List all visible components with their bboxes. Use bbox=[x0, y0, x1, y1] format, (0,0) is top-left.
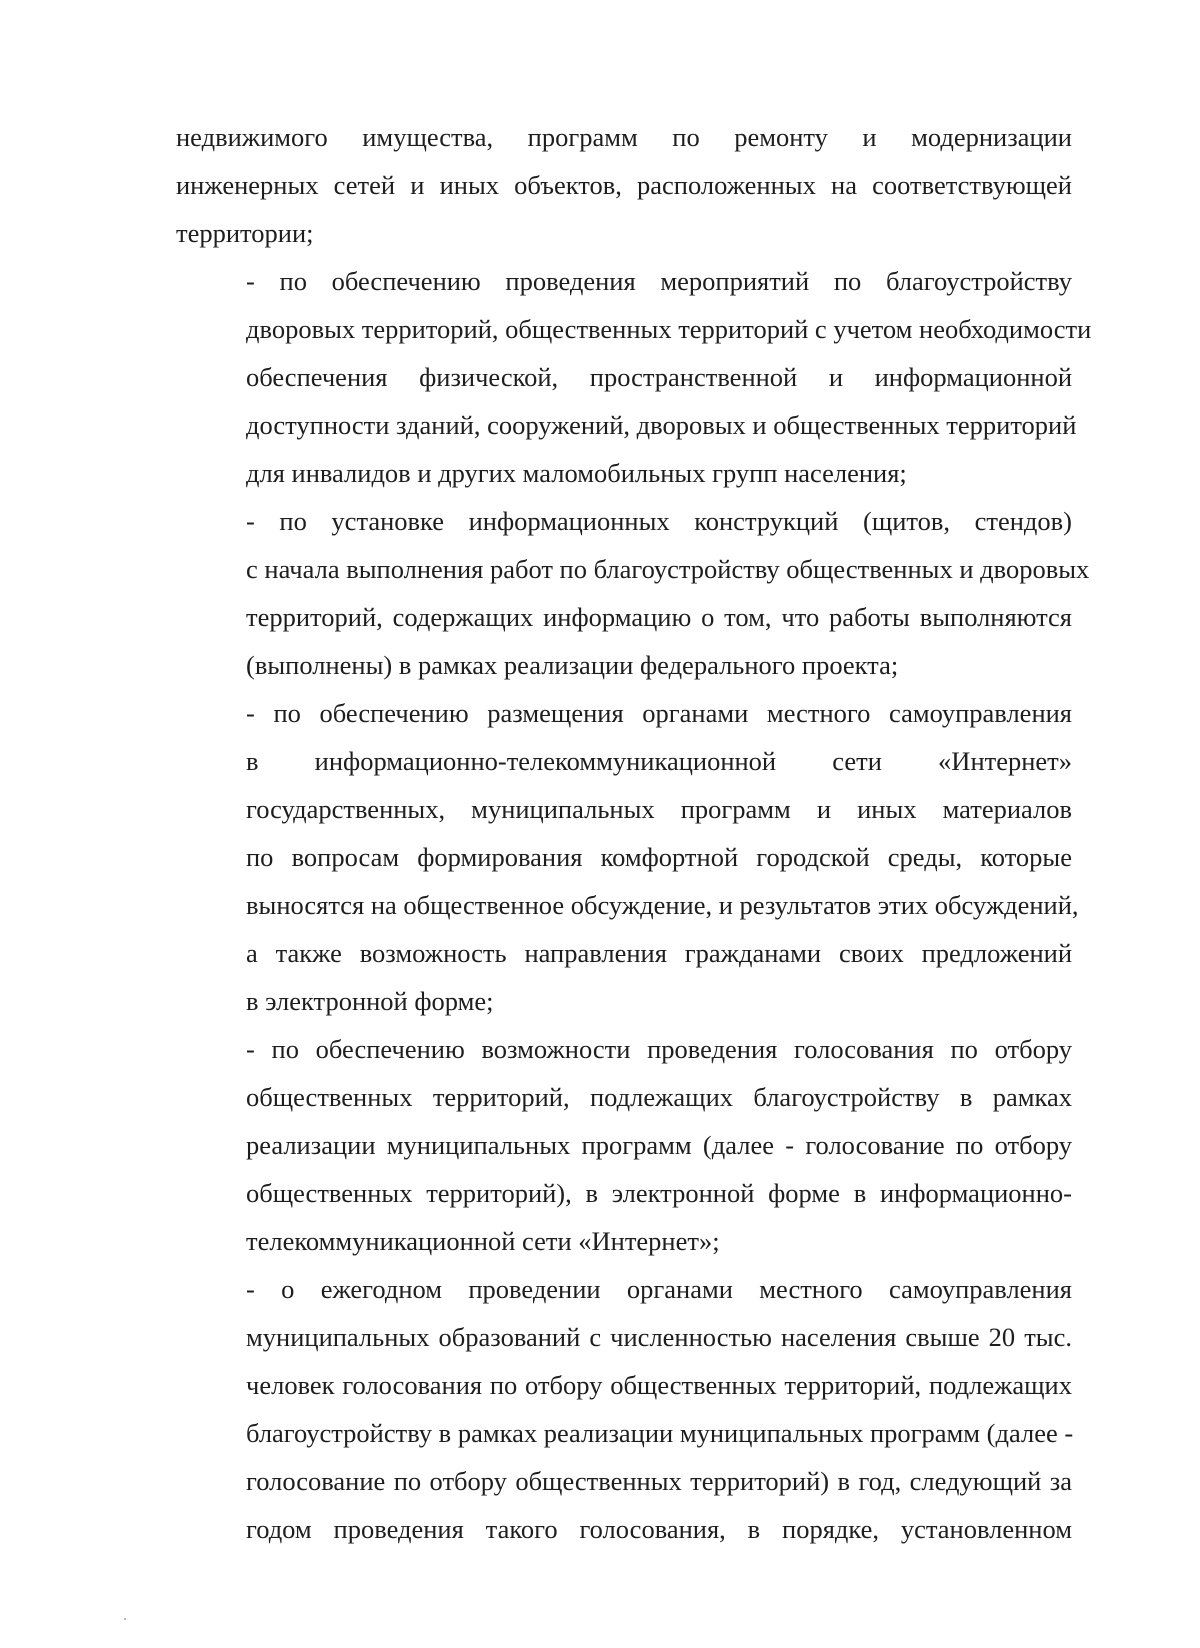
text-line: общественных территорий), в электронной форме в информационно- bbox=[246, 1178, 1072, 1208]
text-line: территорий, содержащих информацию о том, что работы выполняются bbox=[246, 602, 1072, 632]
text-line: дворовых территорий, общественных территорий с учетом необходимости bbox=[246, 314, 1092, 344]
document-body bbox=[176, 113, 1092, 1553]
text-line: с начала выполнения работ по благоустройству общественных и дворовых bbox=[246, 554, 1090, 584]
text-line: государственных, муниципальных программ и иных материалов bbox=[246, 794, 1072, 824]
paragraph bbox=[176, 689, 1079, 1025]
text-line: благоустройству в рамках реализации муниципальных программ (далее - bbox=[246, 1418, 1074, 1448]
text-line: недвижимого имущества, программ по ремонту и модернизации bbox=[176, 122, 1072, 152]
text-line: в информационно-телекоммуникационной сети «Интернет» bbox=[246, 746, 1072, 776]
text-line: в электронной форме; bbox=[246, 986, 494, 1016]
text-line: - по обеспечению возможности проведения голосования по отбору bbox=[246, 1034, 1072, 1064]
paragraph bbox=[176, 113, 1072, 257]
text-line: обеспечения физической, пространственной и информационной bbox=[246, 362, 1072, 392]
paragraph bbox=[176, 1025, 1072, 1265]
paragraph bbox=[176, 497, 1090, 689]
text-line: общественных территорий, подлежащих благоустройству в рамках bbox=[246, 1082, 1072, 1112]
text-line: выносятся на общественное обсуждение, и результатов этих обсуждений, bbox=[246, 890, 1079, 920]
text-line: годом проведения такого голосования, в порядке, установленном bbox=[246, 1514, 1072, 1544]
text-line: - по обеспечению размещения органами местного самоуправления bbox=[246, 698, 1072, 728]
scan-speck bbox=[124, 1618, 126, 1620]
text-line: - по обеспечению проведения мероприятий по благоустройству bbox=[246, 266, 1072, 296]
text-line: доступности зданий, сооружений, дворовых и общественных территорий bbox=[246, 410, 1077, 440]
paragraph bbox=[176, 257, 1092, 497]
text-line: телекоммуникационной сети «Интернет»; bbox=[246, 1226, 720, 1256]
text-line: для инвалидов и других маломобильных групп населения; bbox=[246, 458, 907, 488]
text-line: - по установке информационных конструкций (щитов, стендов) bbox=[246, 506, 1072, 536]
text-line: человек голосования по отбору общественных территорий, подлежащих bbox=[246, 1370, 1072, 1400]
text-line: - о ежегодном проведении органами местного самоуправления bbox=[246, 1274, 1072, 1304]
text-line: (выполнены) в рамках реализации федерального проекта; bbox=[246, 650, 899, 680]
text-line: территории; bbox=[176, 218, 314, 248]
text-line: по вопросам формирования комфортной городской среды, которые bbox=[246, 842, 1072, 872]
text-line: а также возможность направления гражданами своих предложений bbox=[246, 938, 1072, 968]
paragraph bbox=[176, 1265, 1072, 1553]
text-line: инженерных сетей и иных объектов, расположенных на соответствующей bbox=[176, 170, 1072, 200]
text-line: голосование по отбору общественных территорий) в год, следующий за bbox=[246, 1466, 1072, 1496]
text-line: реализации муниципальных программ (далее - голосование по отбору bbox=[246, 1130, 1072, 1160]
text-line: муниципальных образований с численностью населения свыше 20 тыс. bbox=[246, 1322, 1072, 1352]
